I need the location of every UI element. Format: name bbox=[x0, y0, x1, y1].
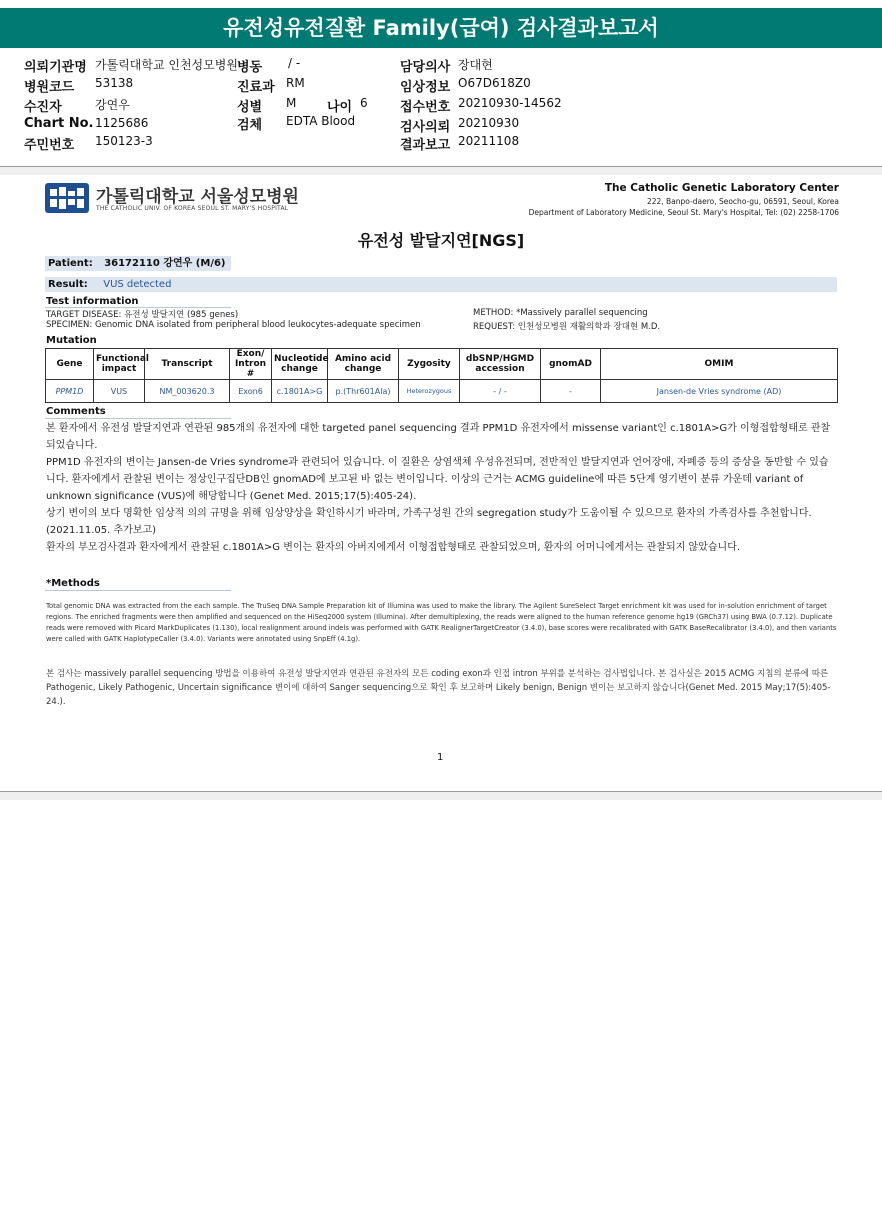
page-title: 유전성유전질환 Family(급여) 검사결과보고서 bbox=[0, 8, 882, 48]
comment-paragraph: 본 환자에서 유전성 발달지연과 연관된 985개의 유전자에 대한 targeted panel sequencing 결과 PPM1D 유전자에서 missense variant인 c.1801A>G가 이형접합형태로 관찰되었습니다. bbox=[46, 423, 831, 451]
report-title: 유전성 발달지연[NGS] bbox=[357, 231, 525, 250]
target-disease: TARGET DISEASE: 유전성 발달지연 (985 genes) bbox=[46, 310, 239, 320]
recipient-label: 수진자 bbox=[24, 100, 62, 115]
methods-paragraph: 본 검사는 massively parallel sequencing 방법을 이용하여 유전성 발달지연과 연관된 유전자의 모든 coding exon과 인접 intron 부위를 분석하는 검사법입니다. 본 검사실은 2015 ACMG 지침의 분류에 따른 Pathogenic, Likely Pathogenic, Uncertain significance 변이에 대하여 Sanger sequencing으로 확인 후 보고하며 Likely benign, Benign 변이는 보고하지 않습니다(Genet Med. 2015 May;17(5):405-24.). bbox=[46, 668, 831, 707]
col-header: Transcript bbox=[145, 349, 230, 380]
table-cell: Exon6 bbox=[230, 380, 272, 403]
hospital-english-name: THE CATHOLIC UNIV. OF KOREA SEOUL ST. MARY'S HOSPITAL bbox=[96, 205, 289, 212]
receipt-value: 20210930-14562 bbox=[458, 96, 562, 110]
col-header: Exon/ Intron # bbox=[230, 349, 272, 380]
ward-label: 병동 bbox=[237, 60, 263, 75]
clinical-label: 임상정보 bbox=[400, 80, 451, 95]
table-cell: c.1801A>G bbox=[272, 380, 328, 403]
col-header: Zygosity bbox=[399, 349, 460, 380]
comment-paragraph: 환자의 부모검사결과 환자에게서 관찰된 c.1801A>G 변이는 환자의 아버지에게서 이형접합형태로 관찰되었으며, 환자의 어머니에게서는 관찰되지 않았습니다. bbox=[46, 542, 741, 553]
dept-value: RM bbox=[286, 76, 305, 90]
methods-underline bbox=[45, 590, 231, 591]
hospcode-value: 53138 bbox=[95, 76, 134, 90]
clinical-value: O67D618Z0 bbox=[458, 76, 531, 90]
resident-value: 150123-3 bbox=[95, 134, 153, 148]
mutation-table bbox=[45, 348, 838, 403]
request-value: 20210930 bbox=[458, 116, 520, 130]
sex-label: 성별 bbox=[237, 100, 263, 115]
col-header: OMIM bbox=[601, 349, 838, 380]
hospital-name: 가톨릭대학교 서울성모병원 bbox=[96, 187, 299, 207]
col-header: Amino acid change bbox=[328, 349, 399, 380]
institution-label: 의뢰기관명 bbox=[24, 60, 87, 75]
patient-value: 36172110 강연우 (M/6) bbox=[104, 258, 226, 269]
sex-value: M bbox=[286, 96, 297, 110]
chart-value: 1125686 bbox=[95, 116, 149, 130]
recipient-value: 강연우 bbox=[95, 98, 130, 112]
table-cell: p.(Thr601Ala) bbox=[328, 380, 399, 403]
age-label: 나이 bbox=[327, 100, 353, 115]
page-end-separator bbox=[0, 791, 882, 800]
patient-label: Patient: bbox=[48, 258, 93, 269]
table-header-row bbox=[46, 349, 838, 380]
section-separator bbox=[0, 167, 882, 175]
result-bar bbox=[45, 277, 837, 292]
methods-korean bbox=[46, 658, 846, 717]
table-cell: - / - bbox=[460, 380, 541, 403]
table-cell: VUS bbox=[94, 380, 145, 403]
specimen-label: 검체 bbox=[237, 118, 263, 133]
comments-body bbox=[46, 420, 838, 556]
comment-paragraph: (2021.11.05. 추가보고) bbox=[46, 525, 157, 536]
table-cell: Jansen-de Vries syndrome (AD) bbox=[601, 380, 838, 403]
method-line: METHOD: *Massively parallel sequencing bbox=[473, 308, 648, 318]
table-cell: Heterozygous bbox=[399, 380, 460, 403]
receipt-label: 접수번호 bbox=[400, 100, 451, 115]
methods-heading: *Methods bbox=[46, 578, 100, 589]
specimen-description: SPECIMEN: Genomic DNA isolated from peripheral blood leukocytes-adequate specimen bbox=[46, 320, 421, 330]
mutation-heading: Mutation bbox=[46, 335, 97, 346]
request-line: REQUEST: 인천성모병원 재활의학과 장대현 M.D. bbox=[473, 322, 661, 332]
age-value: 6 bbox=[360, 96, 368, 110]
chart-label: Chart No. bbox=[24, 116, 94, 131]
col-header: gnomAD bbox=[541, 349, 601, 380]
patient-header bbox=[0, 48, 882, 167]
resident-label: 주민번호 bbox=[24, 138, 75, 153]
comment-paragraph: PPM1D 유전자의 변이는 Jansen-de Vries syndrome과 관련되어 있습니다. 이 질환은 상염색체 우성유전되며, 전반적인 발달지연과 언어장애, 자폐증 등의 증상을 동반할 수 있습니다. 환자에게서 관찰된 변이는 정상인구집단DB인 gnomAD에 보고된 바 없는 변이입니다. 이상의 근거는 ACMG guideline에 따른 5단계 영기변이 분류 가운데 variant of unknown significance (VUS)에 해당합니다 (Genet Med. 2015;17(5):405-24). bbox=[46, 457, 829, 502]
col-header: dbSNP/HGMD accession bbox=[460, 349, 541, 380]
table-row bbox=[46, 380, 838, 403]
result-value: VUS detected bbox=[103, 279, 172, 290]
hospcode-label: 병원코드 bbox=[24, 80, 75, 95]
col-header: Gene bbox=[46, 349, 94, 380]
patient-bar bbox=[45, 256, 231, 271]
table-cell-gene: PPM1D bbox=[46, 380, 94, 403]
hospital-logo-icon bbox=[45, 183, 89, 213]
result-label: Result: bbox=[48, 279, 88, 290]
test-info-heading: Test information bbox=[46, 296, 139, 307]
specimen-value: EDTA Blood bbox=[286, 114, 356, 128]
col-header: Functional impact bbox=[94, 349, 145, 380]
comment-paragraph: 상기 변이의 보다 명확한 임상적 의의 규명을 위해 임상양상을 확인하시기 바라며, 가족구성원 간의 segregation study가 도움이될 수 있으므로 환자의 가족검사를 추천합니다. bbox=[46, 508, 812, 519]
table-cell: NM_003620.3 bbox=[145, 380, 230, 403]
comments-heading: Comments bbox=[46, 406, 106, 417]
institution-value: 가톨릭대학교 인천성모병원 bbox=[95, 58, 238, 72]
request-label: 검사의뢰 bbox=[400, 120, 451, 135]
lab-address: 222, Banpo-daero, Seocho-gu, 06591, Seoul, Korea bbox=[646, 197, 839, 206]
table-cell: - bbox=[541, 380, 601, 403]
doctor-label: 담당의사 bbox=[400, 60, 451, 75]
ward-value: / - bbox=[288, 56, 301, 70]
comments-underline bbox=[45, 418, 231, 419]
doctor-value: 장대현 bbox=[458, 58, 493, 72]
col-header: Nucleotide change bbox=[272, 349, 328, 380]
methods-english bbox=[46, 601, 846, 645]
lab-department: Department of Laboratory Medicine, Seoul St. Mary's Hospital, Tel: (02) 2258-1706 bbox=[528, 208, 839, 217]
report-label: 결과보고 bbox=[400, 138, 451, 153]
page-number: 1 bbox=[437, 752, 444, 763]
dept-label: 진료과 bbox=[237, 80, 275, 95]
methods-paragraph: Total genomic DNA was extracted from the each sample. The TruSeq DNA Sample Preparation kit of Illumina was used to make the library. The Agilent SureSelect Target enrichment kit was used for in-solution enrichment of target regions. The enriched fragments were then amplified and sequenced on the HiSeq2000 system (Illumina). After demultiplexing, the reads were aligned to the human reference genome hg19 (GRCh37) using BWA (0.7.12). Duplicate reads were removed with Picard MarkDuplicates (1.130), local realignment around indels was performed with GATK RealignerTargetCreator (3.4.0), base scores were recalibrated with GATK BaseRecalibrator (3.4.0), and then variants were called with GATK HaplotypeCaller (3.4.0). Variants were annotated using SnpEff (4.1g). bbox=[46, 602, 837, 643]
lab-center-name: The Catholic Genetic Laboratory Center bbox=[604, 182, 839, 194]
report-value: 20211108 bbox=[458, 134, 520, 148]
